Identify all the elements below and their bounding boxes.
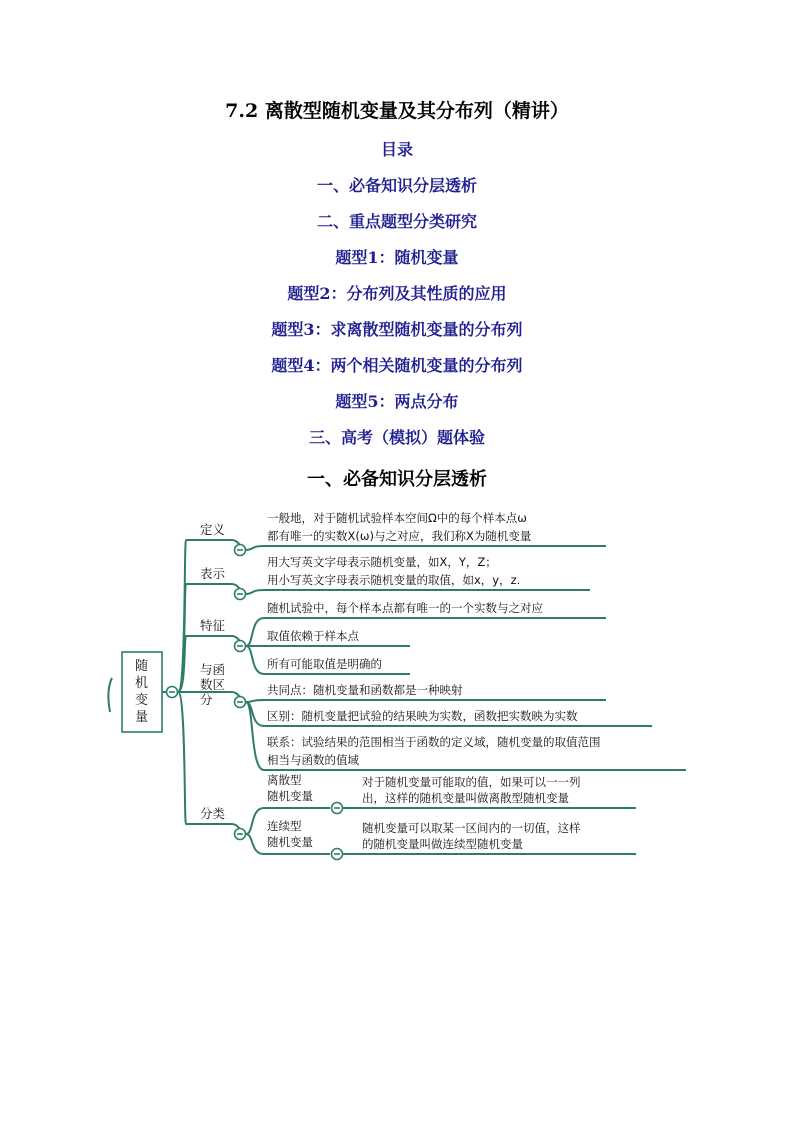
branch-label: 与函 bbox=[200, 662, 226, 677]
toc-item[interactable]: 题型3：求离散型随机变量的分布列 bbox=[271, 320, 523, 339]
toc-item[interactable]: 一、必备知识分层透析 bbox=[316, 176, 477, 195]
sub-desc-text: 随机变量可以取某一区间内的一切值，这样 bbox=[362, 821, 581, 835]
sub-connector bbox=[246, 834, 264, 854]
branch-label: 数区 bbox=[200, 677, 226, 692]
sub-node-label: 随机变量 bbox=[267, 835, 313, 849]
sub-node-label: 随机变量 bbox=[267, 789, 313, 803]
leaf-text: 联系：试验结果的范围相当于函数的定义域，随机变量的取值范围 bbox=[267, 735, 601, 749]
root-stub-line bbox=[108, 678, 112, 712]
leaf-text: 所有可能取值是明确的 bbox=[267, 657, 382, 671]
toc-item[interactable]: 二、重点题型分类研究 bbox=[316, 212, 477, 231]
leaf-text: 共同点：随机变量和函数都是一种映射 bbox=[267, 683, 463, 697]
toc-item[interactable]: 三、高考（模拟）题体验 bbox=[308, 428, 485, 447]
leaf-connector bbox=[246, 702, 264, 770]
toc-item[interactable]: 题型1：随机变量 bbox=[335, 248, 459, 267]
leaf-connector bbox=[246, 590, 264, 594]
document-title: 7.2 离散型随机变量及其分布列（精讲） bbox=[225, 100, 569, 122]
leaf-text: 区别：随机变量把试验的结果映为实数，函数把实数映为实数 bbox=[267, 709, 578, 723]
sub-desc-text: 出，这样的随机变量叫做离散型随机变量 bbox=[362, 791, 569, 805]
toc-item[interactable]: 题型5：两点分布 bbox=[335, 392, 459, 411]
root-node-label: 量 bbox=[135, 710, 149, 725]
leaf-connector bbox=[246, 618, 264, 646]
root-node-label: 变 bbox=[135, 693, 149, 708]
root-node-label: 机 bbox=[135, 676, 149, 691]
leaf-text: 一般地，对于随机试验样本空间Ω中的每个样本点ω bbox=[267, 511, 527, 525]
toc-item[interactable]: 题型4：两个相关随机变量的分布列 bbox=[271, 356, 523, 375]
leaf-text: 用小写英文字母表示随机变量的取值，如x，y，z. bbox=[267, 573, 521, 587]
sub-node-label: 连续型 bbox=[267, 819, 302, 833]
sub-node-label: 离散型 bbox=[267, 773, 302, 787]
section-heading: 一、必备知识分层透析 bbox=[307, 469, 487, 490]
leaf-text: 都有唯一的实数X(ω)与之对应，我们称X为随机变量 bbox=[267, 529, 532, 543]
sub-connector bbox=[246, 808, 264, 834]
branch-label: 分 bbox=[200, 692, 213, 707]
branch-connector bbox=[178, 692, 186, 824]
branch-label: 表示 bbox=[200, 566, 226, 581]
leaf-text: 相当与函数的值域 bbox=[267, 753, 359, 767]
branch-label: 特征 bbox=[200, 618, 226, 633]
root-node-label: 随 bbox=[135, 659, 149, 674]
sub-desc-text: 的随机变量叫做连续型随机变量 bbox=[362, 837, 523, 851]
leaf-text: 取值依赖于样本点 bbox=[267, 629, 359, 643]
mindmap bbox=[0, 500, 794, 880]
branch-label: 定义 bbox=[200, 522, 226, 537]
toc-heading: 目录 bbox=[380, 140, 413, 159]
leaf-text: 随机试验中，每个样本点都有唯一的一个实数与之对应 bbox=[267, 601, 543, 615]
leaf-connector bbox=[246, 700, 264, 702]
leaf-text: 用大写英文字母表示随机变量，如X，Y，Z； bbox=[267, 555, 497, 569]
branch-label: 分类 bbox=[200, 806, 226, 821]
leaf-connector bbox=[246, 646, 264, 674]
toc-item[interactable]: 题型2：分布列及其性质的应用 bbox=[287, 284, 507, 303]
leaf-connector bbox=[246, 546, 264, 550]
sub-desc-text: 对于随机变量可能取的值，如果可以一一列 bbox=[362, 775, 581, 789]
